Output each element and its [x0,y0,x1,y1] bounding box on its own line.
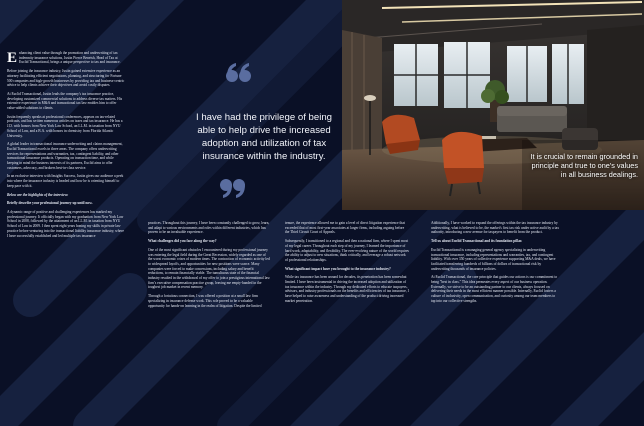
paragraph: One of the most significant obstacles I encountered during my professional journey was entering the legal field during the Great Recession, widely regarded as one of the worst economic crises of modern times. The contraction of economic activity led to widespread layoffs, and opportunities for new positions were scarce. Many companies were forced to make concessions, including salary and benefit reductions, to remain financially viable. The tumultuous state of the financial industry resulted in the withdrawal of my offer to join a prestigious international law firm's executive compensation practice group, leaving me empty-handed in the toughest job market in recent memory. [148,247,270,290]
pull-quote: I have had the privilege of being able to help drive the increased adoption and utilization of tax insurance within the industry. [195,112,332,162]
paragraph: Before joining the insurance industry, Justin gained extensive experience as an attorney facilitating efficient negotiations, planning, and structuring for Fortune 500 companies and high-growth businesses by providing tax and business-centric advice to help clients achieve their objectives and avoid costly disputes. [7,69,125,88]
article-column-1 [7,51,126,242]
paragraph: Justin frequently speaks at professional conferences, appears on tax-related podcasts, and has written numerous articles on taxes and tax insurance. He has a J.D. with honors from New York Law School, an LL.M. in taxation from NYU School of Law, and a B.A. with honors in chemistry from Florida Atlantic University. [7,114,123,138]
interview-question: What significant impact have you brought to the insurance industry? [285,266,391,271]
article-column-4 [431,221,559,308]
paragraph: Subsequently, I transitioned to a regional and then a national firm, where I spent most of my legal career. Throughout each step of my journey, I learned the importance of hard work, adaptability, and flexibility. The ever-evolving nature of the world requires the ability to adjust to new situations, think critically, and leverage a robust network of professional relationships. [285,239,409,262]
highlights-intro: Below are the highlights of the interview: [7,192,69,197]
paragraph: At Euclid Transactional, the core principle that guides our actions is our commitment to being "best in class." This idea permeates every aspect of our business operation. Externally, we strive to be an outstanding partner to our clients, always focused on delivering their needs in the most efficient manner possible. Internally, Euclid fosters a culture of inclusivity, open communication, and curiosity among our team members to tap into our collective strengths. [431,275,558,303]
drop-cap: E [7,50,18,66]
paragraph: In an exclusive interview with Insights Success, Justin gives our audience a peek into where the insurance industry is headed and how he is orienting himself to keep pace with it. [7,174,124,188]
paragraph: Through a fortuitous connection, I was offered a position at a small law firm specializing in insurance defense work. This role proved to be a valuable opportunity for hands-on learning in the realm of litigation. Despite the limited [148,294,262,308]
interview-question: Tell us about Euclid Transactional and its foundation pillar. [431,239,523,244]
paragraph: A dynamic range of positive and challenging experiences has marked my professional journey. It officially began with my graduation from New York Law School in 2008, followed by the attainment of an LL.M. in taxation from NYU School of Law in 2009. I then spent eight years honing my skills in private law practice before venturing into the transactional liability insurance industry, where I have successfully established and led multiple tax insurance [7,209,124,238]
paragraph: practices. Throughout this journey, I have been constantly challenged to grow, learn, and adapt to various environments and roles within different industries, which has proven to be an invaluable experience. [148,221,270,235]
quote-open-icon [225,62,253,84]
interview-question: What challenges did you face along the way? [148,239,217,244]
quote-close-icon [218,177,246,199]
paragraph: tenure, the experience allowed me to gain a level of direct litigation experience that exceeded that of most first-year associates at larger firms, including arguing before the Third Circuit Court of Appeals. [285,221,405,235]
interview-question: Briefly describe your professional journey up until now. [7,201,93,206]
article-column-3 [285,221,409,308]
intro-paragraph: nhancing client value through the promotion and underwriting of tax indemnity insurance solutions, Justin Pierce Beneish, Head of Tax at Euclid Transactional, brings a unique perspective to tax and insurance. [19,51,121,65]
paragraph: At Euclid Transactional, Justin leads the company's tax insurance practice, developing customized commercial solutions to address diverse tax matters. His extensive experience in M&A and transactional tax law enables him to offer value-added solutions to clients. [7,91,123,111]
article-column-2 [148,221,270,312]
photo-quote: It is crucial to remain grounded in principle and true to one's values in all business dealings. [530,152,638,180]
paragraph: A global leader in transactional insurance underwriting and claims management, Euclid Transactional excels in three areas. The company offers underwriting services for representations and warranties, tax, contingent liability, and other transactional insurance products. Operating on transaction time, and while keeping in mind the business interests of its partners, Euclid aims to offer customers, advocacy, and brokers best-in-class service. [7,142,123,170]
paragraph: Additionally, I have worked to expand the offerings within the tax insurance industry by underwriting, what is believed to be, the market's first tax risk under active audit by a tax authority, introducing a new avenue for taxpayers to benefit from the product. [431,221,559,235]
paragraph: While tax insurance has been around for decades, its penetration has been somewhat limited. I have been instrumental in driving the increased adoption and utilization of tax insurance within the industry. Through my dedicated efforts to educate taxpayers, advisors, and industry professionals on the benefits and efficiencies of tax insurance, I have helped to raise awareness and understanding of the product driving increased market penetration. [285,275,409,303]
paragraph: Euclid Transactional is a managing general agency specializing in underwriting transactional insurance, including representations and warranties, tax, and contingent liability. With over 350 years of collective experience supporting M&A deals, we have facilitated transferring hundreds of billions of dollars of transactional risk by underwriting thousands of insurance policies. [431,247,556,271]
